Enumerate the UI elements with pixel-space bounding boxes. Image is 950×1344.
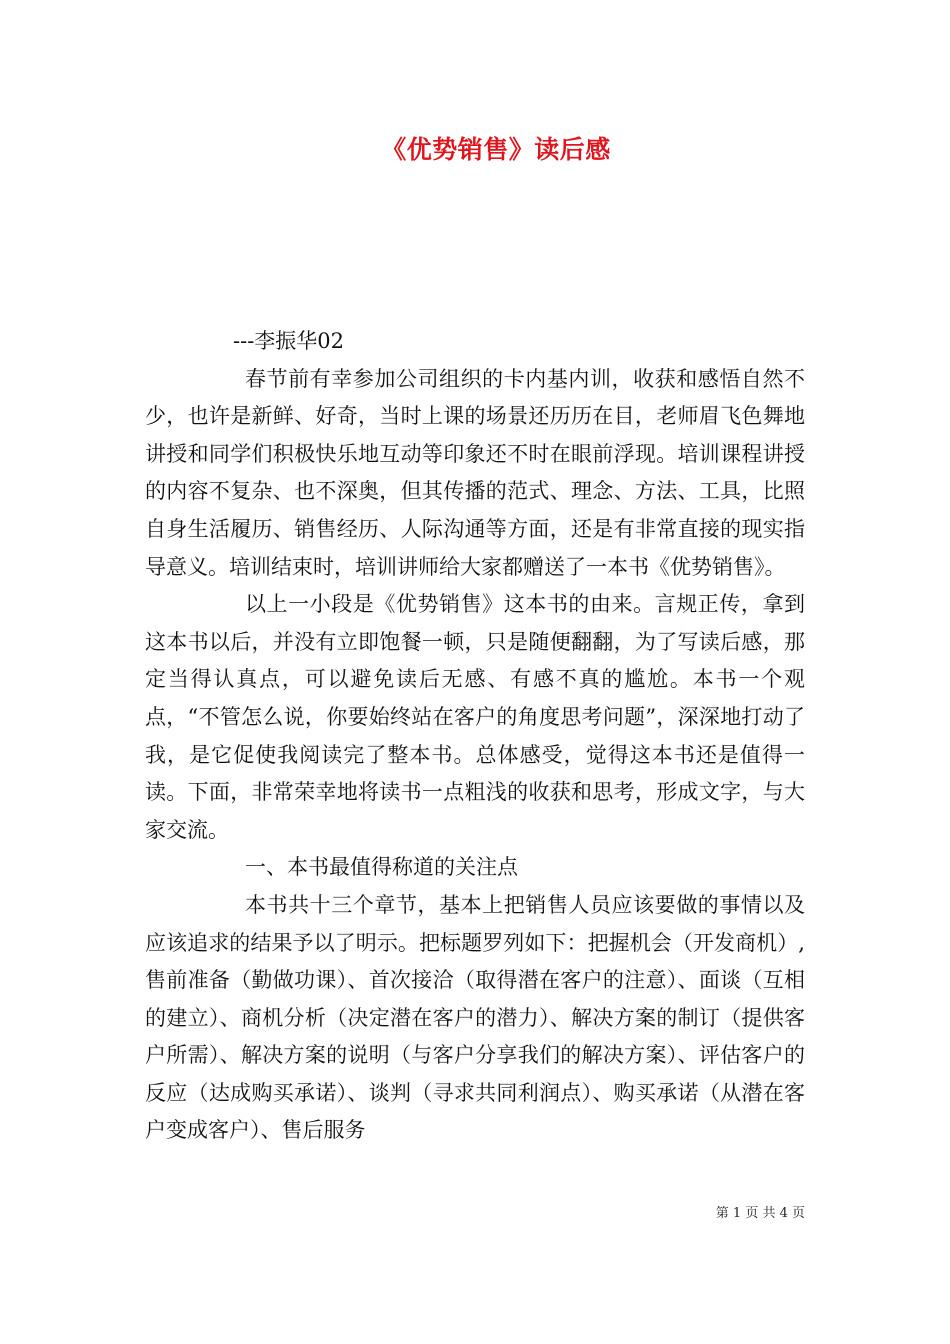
paragraph: 以上一小段是《优势销售》这本书的由来。言规正传，拿到这本书以后，并没有立即饱餐一顿，只是随便翻翻，为了写读后感，那定当得认真点，可以避免读后无感、有感不真的尴尬。本书一个观点，“不管怎么说，你要始终站在客户的角度思考问题”，深深地打动了我，是它促使我阅读完了整本书。总体感受，觉得这本书还是值得一读。下面，非常荣幸地将读书一点粗浅的收获和思考，形成文字，与大家交流。 [145, 592, 805, 842]
document-body [145, 323, 805, 1150]
document-title: 《优势销售》读后感 [381, 135, 611, 164]
author-line: ---李振华02 [233, 329, 345, 353]
section-heading: 一、本书最值得称道的关注点 [245, 855, 518, 880]
paragraph: 本书共十三个章节，基本上把销售人员应该要做的事情以及应该追求的结果予以了明示。把标题罗列如下：把握机会（开发商机）,售前准备（勤做功课）、首次接洽（取得潜在客户的注意）、面谈（互相的建立）、商机分析（决定潜在客户的潜力）、解决方案的制订（提供客户所需）、解决方案的说明（与客户分享我们的解决方案）、评估客户的反应（达成购买承诺）、谈判（寻求共同利润点）、购买承诺（从潜在客户变成客户）、售后服务 [145, 892, 805, 1143]
paragraph: 春节前有幸参加公司组织的卡内基内训，收获和感悟自然不少，也许是新鲜、好奇，当时上课的场景还历历在目，老师眉飞色舞地讲授和同学们积极快乐地互动等印象还不时在眼前浮现。培训课程讲授的内容不复杂、也不深奥，但其传播的范式、理念、方法、工具，比照自身生活履历、销售经历、人际沟通等方面，还是有非常直接的现实指导意义。培训结束时，培训讲师给大家都赠送了一本书《优势销售》。 [145, 366, 805, 579]
page-indicator: 第 1 页 共 4 页 [715, 1206, 805, 1221]
